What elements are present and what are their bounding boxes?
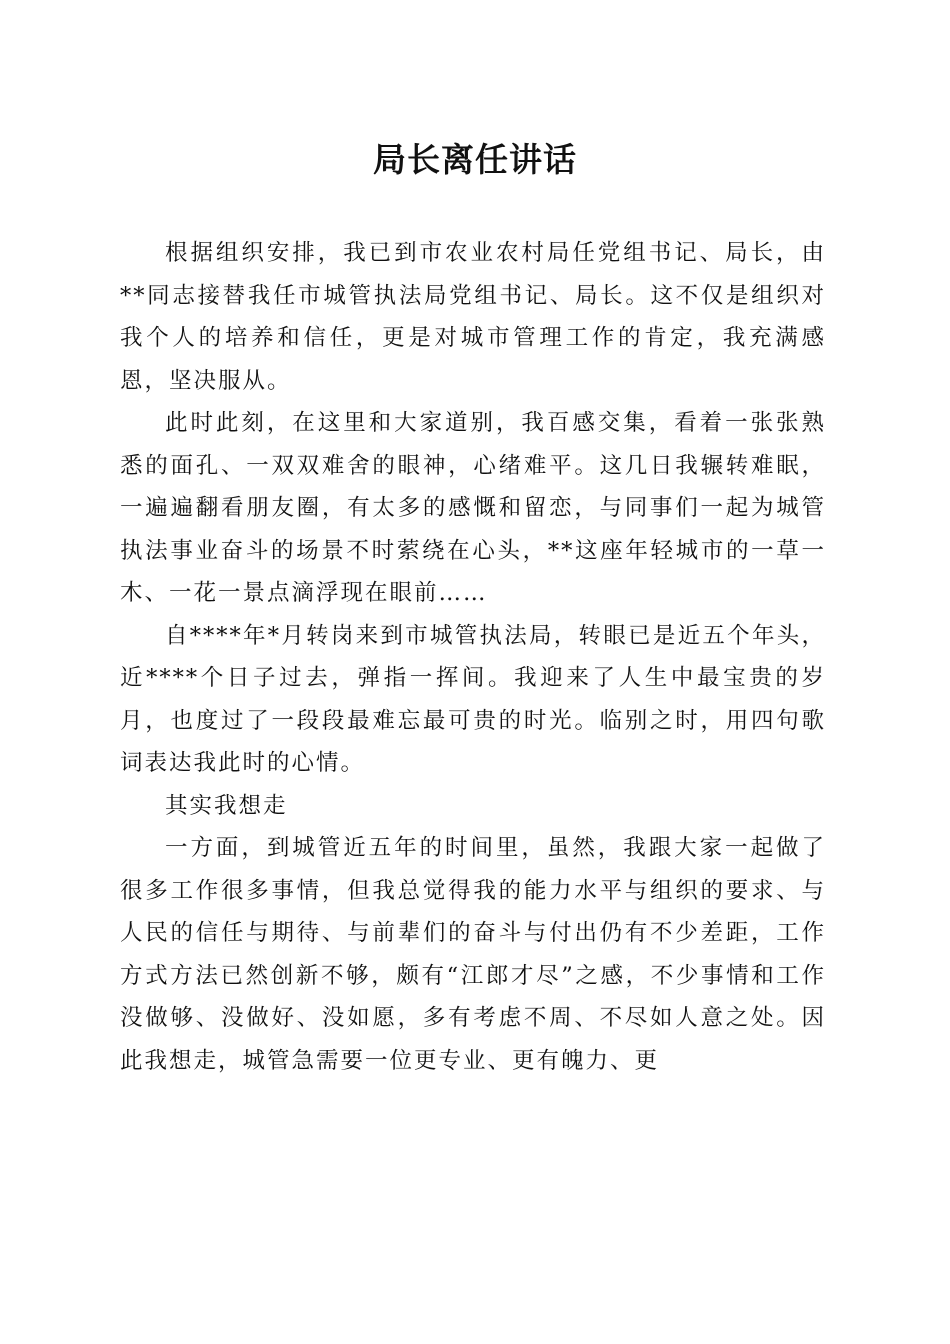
document-title: 局长离任讲话	[373, 140, 577, 179]
section-heading: 其实我想走	[165, 792, 288, 819]
paragraph-4: 一方面，到城管近五年的时间里，虽然，我跟大家一起做了很多工作很多事情，但我总觉得我的能力水平与组织的要求、与人民的信任与期待、与前辈们的奋斗与付出仍有不少差距，工作方式方法已然创新不够，颇有“江郎才尽”之感，不少事情和工作没做够、没做好、没如愿，多有考虑不周、不尽如人意之处。因此我想走，城管急需要一位更专业、更有魄力、更	[120, 835, 826, 1074]
paragraph-1: 根据组织安排，我已到市农业农村局任党组书记、局长，由**同志接替我任市城管执法局党组书记、局长。这不仅是组织对我个人的培养和信任，更是对城市管理工作的肯定，我充满感恩，坚决服从。	[120, 240, 826, 394]
paragraph-2: 此时此刻，在这里和大家道别，我百感交集，看着一张张熟悉的面孔、一双双难舍的眼神，心绪难平。这几日我辗转难眠，一遍遍翻看朋友圈，有太多的感慨和留恋，与同事们一起为城管执法事业奋斗的场景不时萦绕在心头，**这座年轻城市的一草一木、一花一景点滴浮现在眼前……	[120, 410, 826, 606]
paragraph-3: 自****年*月转岗来到市城管执法局，转眼已是近五个年头，近****个日子过去，弹指一挥间。我迎来了人生中最宝贵的岁月，也度过了一段段最难忘最可贵的时光。临别之时，用四句歌词表达我此时的心情。	[120, 622, 826, 776]
document-body	[120, 232, 826, 1082]
